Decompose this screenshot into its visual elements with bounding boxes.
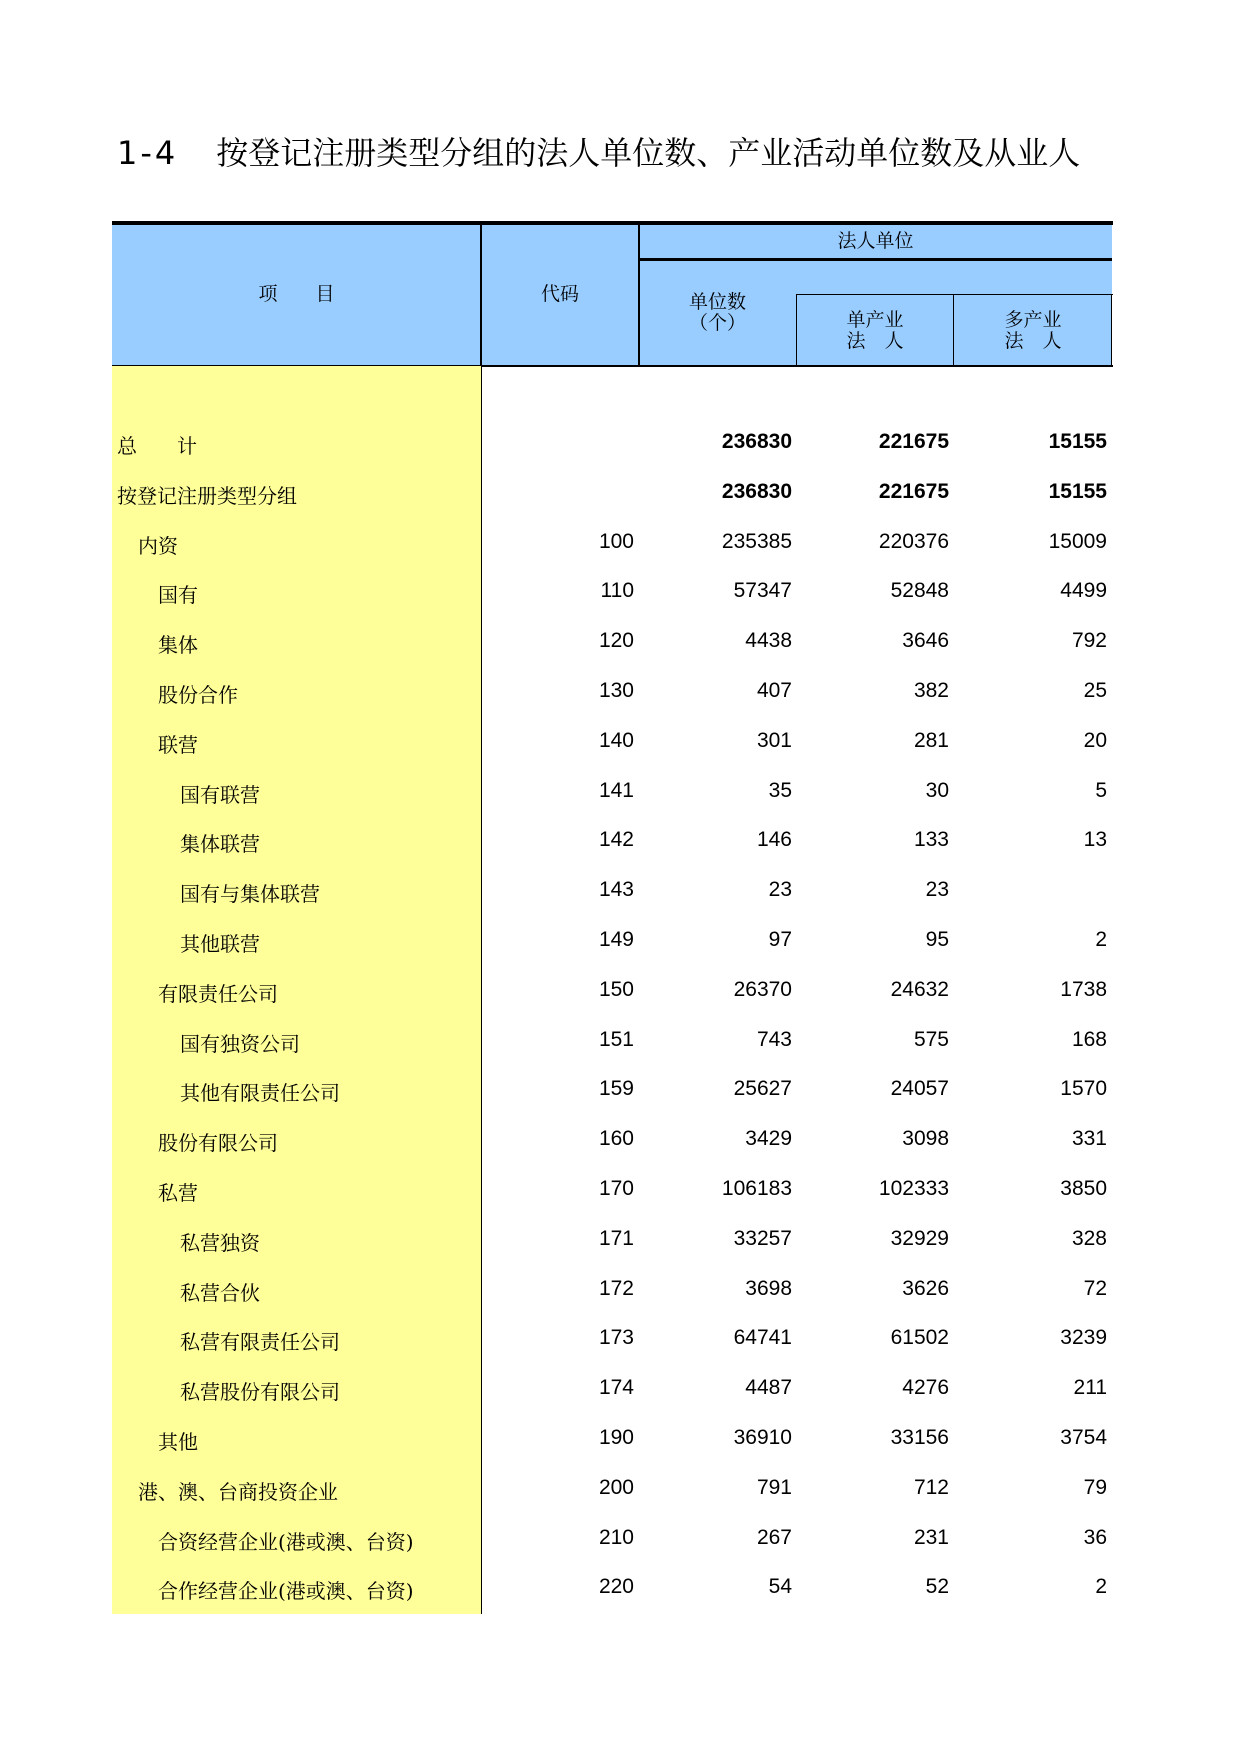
row-label: 股份合作 [158, 683, 238, 707]
divider [796, 294, 1113, 295]
table-row [112, 1069, 1112, 1109]
row-single-industry: 575 [913, 1027, 949, 1051]
row-label: 其他联营 [180, 932, 260, 956]
row-code: 143 [598, 878, 634, 902]
table-row [112, 1169, 1112, 1209]
row-units: 106183 [721, 1177, 792, 1200]
row-units: 3429 [745, 1127, 792, 1151]
row-label: 国有 [158, 583, 198, 608]
divider [638, 223, 640, 366]
row-label: 内资 [138, 533, 178, 558]
row-code: 190 [598, 1426, 634, 1449]
row-label: 其他 [158, 1430, 198, 1454]
row-code: 171 [598, 1226, 634, 1250]
row-single-industry: 3626 [902, 1276, 949, 1300]
divider [1111, 295, 1112, 366]
table-row [112, 571, 1112, 611]
row-code: 170 [598, 1177, 634, 1200]
row-single-industry: 3646 [902, 629, 949, 653]
row-label: 其他有限责任公司 [180, 1081, 340, 1106]
row-multi-industry: 2 [1095, 928, 1107, 951]
row-single-industry: 95 [925, 928, 949, 951]
row-units: 146 [756, 828, 792, 852]
row-code: 159 [598, 1077, 634, 1101]
divider [953, 295, 954, 366]
row-units: 57347 [733, 579, 792, 603]
row-units: 3698 [745, 1276, 792, 1300]
row-units: 235385 [721, 529, 792, 553]
table-row [112, 870, 1112, 910]
row-multi-industry: 3239 [1060, 1326, 1107, 1350]
row-single-industry: 32929 [890, 1226, 949, 1250]
row-multi-industry: 15155 [1048, 430, 1107, 453]
row-units: 4438 [745, 629, 792, 653]
table-row [112, 1418, 1112, 1458]
table-row [112, 1269, 1112, 1309]
row-units: 301 [756, 728, 792, 752]
row-code: 172 [598, 1276, 634, 1300]
row-units: 236830 [721, 479, 792, 503]
row-multi-industry: 1570 [1060, 1077, 1107, 1101]
row-single-industry: 220376 [878, 529, 949, 553]
row-label: 总 计 [117, 434, 197, 458]
row-multi-industry: 20 [1083, 728, 1107, 752]
row-units: 236830 [721, 430, 792, 453]
row-single-industry: 61502 [890, 1326, 949, 1350]
row-multi-industry: 4499 [1060, 579, 1107, 603]
row-units: 36910 [733, 1426, 792, 1449]
row-label: 国有与集体联营 [180, 882, 320, 907]
row-multi-industry: 2 [1095, 1575, 1107, 1599]
row-code: 150 [598, 977, 634, 1001]
table-row [112, 1567, 1112, 1607]
row-multi-industry: 72 [1083, 1276, 1107, 1300]
row-units: 25627 [733, 1077, 792, 1101]
table-row [112, 1518, 1112, 1558]
row-multi-industry: 15009 [1048, 529, 1107, 553]
row-label: 集体 [158, 633, 198, 658]
table-row [112, 920, 1112, 960]
row-code: 130 [598, 679, 634, 702]
table-row [112, 1318, 1112, 1358]
row-units: 64741 [733, 1326, 792, 1350]
table-row [112, 1119, 1112, 1159]
row-units: 407 [756, 679, 792, 702]
table-title: 1-4 按登记注册类型分组的法人单位数、产业活动单位数及从业人 [117, 134, 1081, 172]
row-code: 200 [598, 1475, 634, 1499]
row-label: 国有独资公司 [180, 1031, 300, 1056]
row-single-industry: 24632 [890, 977, 949, 1001]
header-code: 代码 [540, 283, 579, 305]
table-row [112, 671, 1112, 711]
row-code: 160 [598, 1127, 634, 1151]
row-multi-industry: 328 [1071, 1226, 1107, 1250]
divider [796, 295, 797, 366]
row-multi-industry: 211 [1073, 1376, 1107, 1400]
row-code: 173 [598, 1326, 634, 1350]
row-multi-industry: 25 [1083, 679, 1107, 702]
row-label: 私营合伙 [180, 1280, 260, 1305]
table-row [112, 970, 1112, 1010]
row-code: 140 [598, 728, 634, 752]
row-code: 210 [598, 1525, 634, 1549]
row-multi-industry: 5 [1095, 778, 1107, 802]
row-label: 私营股份有限公司 [180, 1380, 340, 1405]
row-units: 33257 [733, 1226, 792, 1250]
row-units: 23 [768, 878, 792, 902]
row-single-industry: 281 [913, 728, 949, 752]
row-code: 100 [598, 529, 634, 553]
row-code: 174 [598, 1376, 634, 1400]
table-row [112, 820, 1112, 860]
table-row [112, 621, 1112, 661]
row-units: 54 [768, 1575, 792, 1599]
row-label: 合作经营企业(港或澳、台资) [158, 1579, 414, 1604]
row-code: 142 [598, 828, 634, 852]
row-multi-industry: 792 [1071, 629, 1107, 653]
row-units: 26370 [733, 977, 792, 1001]
row-multi-industry: 15155 [1048, 479, 1107, 503]
row-units: 791 [756, 1475, 792, 1499]
table-row [112, 522, 1112, 562]
row-units: 4487 [745, 1376, 792, 1400]
row-single-industry: 23 [925, 878, 949, 902]
row-single-industry: 33156 [890, 1426, 949, 1449]
row-code: 220 [598, 1575, 634, 1599]
row-code: 110 [600, 579, 634, 603]
row-multi-industry: 168 [1071, 1027, 1107, 1051]
row-label: 港、澳、台商投资企业 [138, 1479, 338, 1504]
row-multi-industry: 1738 [1060, 977, 1107, 1001]
row-label: 私营有限责任公司 [180, 1330, 340, 1355]
table-row [112, 771, 1112, 811]
row-single-industry: 3098 [902, 1127, 949, 1151]
row-code: 120 [598, 629, 634, 653]
row-single-industry: 133 [913, 828, 949, 852]
row-single-industry: 382 [913, 679, 949, 702]
row-single-industry: 4276 [902, 1376, 949, 1400]
row-single-industry: 221675 [878, 479, 949, 503]
row-label: 股份有限公司 [158, 1131, 278, 1156]
row-multi-industry: 36 [1083, 1525, 1107, 1549]
row-label: 按登记注册类型分组 [117, 483, 297, 508]
header-item: 项 目 [258, 283, 335, 305]
row-single-industry: 231 [913, 1525, 949, 1549]
table-row [112, 1468, 1112, 1508]
row-label: 私营独资 [180, 1230, 260, 1255]
table-row [112, 1020, 1112, 1060]
row-units: 743 [756, 1027, 792, 1051]
row-label: 有限责任公司 [158, 981, 278, 1006]
row-label: 私营 [158, 1181, 198, 1205]
row-single-industry: 52848 [890, 579, 949, 603]
row-label: 国有联营 [180, 782, 260, 807]
row-code: 149 [598, 928, 634, 951]
row-code: 141 [598, 778, 634, 802]
row-single-industry: 52 [925, 1575, 949, 1599]
header-multi-industry: 多产业 法 人 [1004, 308, 1062, 352]
row-code: 151 [598, 1027, 634, 1051]
divider [639, 258, 1112, 261]
table-row [112, 472, 1112, 512]
table-row [112, 422, 1112, 462]
table-row [112, 1219, 1112, 1259]
row-units: 267 [756, 1525, 792, 1549]
row-units: 97 [768, 928, 792, 951]
row-single-industry: 24057 [890, 1077, 949, 1101]
row-label: 集体联营 [180, 832, 260, 857]
row-units: 35 [768, 778, 792, 802]
header-legal-units: 法人单位 [837, 229, 914, 252]
row-multi-industry: 3754 [1060, 1426, 1107, 1449]
row-label: 联营 [158, 732, 198, 757]
row-single-industry: 712 [913, 1475, 949, 1499]
row-multi-industry: 331 [1071, 1127, 1107, 1151]
table-row [112, 721, 1112, 761]
row-multi-industry: 3850 [1060, 1177, 1107, 1200]
row-single-industry: 221675 [878, 430, 949, 453]
row-single-industry: 30 [925, 778, 949, 802]
header-unit-count: 单位数 （个） [688, 290, 746, 334]
row-multi-industry: 79 [1083, 1475, 1107, 1499]
row-multi-industry: 13 [1083, 828, 1107, 852]
header-single-industry: 单产业 法 人 [846, 308, 904, 352]
table-row [112, 1368, 1112, 1408]
row-single-industry: 102333 [878, 1177, 949, 1200]
row-label: 合资经营企业(港或澳、台资) [158, 1529, 414, 1554]
